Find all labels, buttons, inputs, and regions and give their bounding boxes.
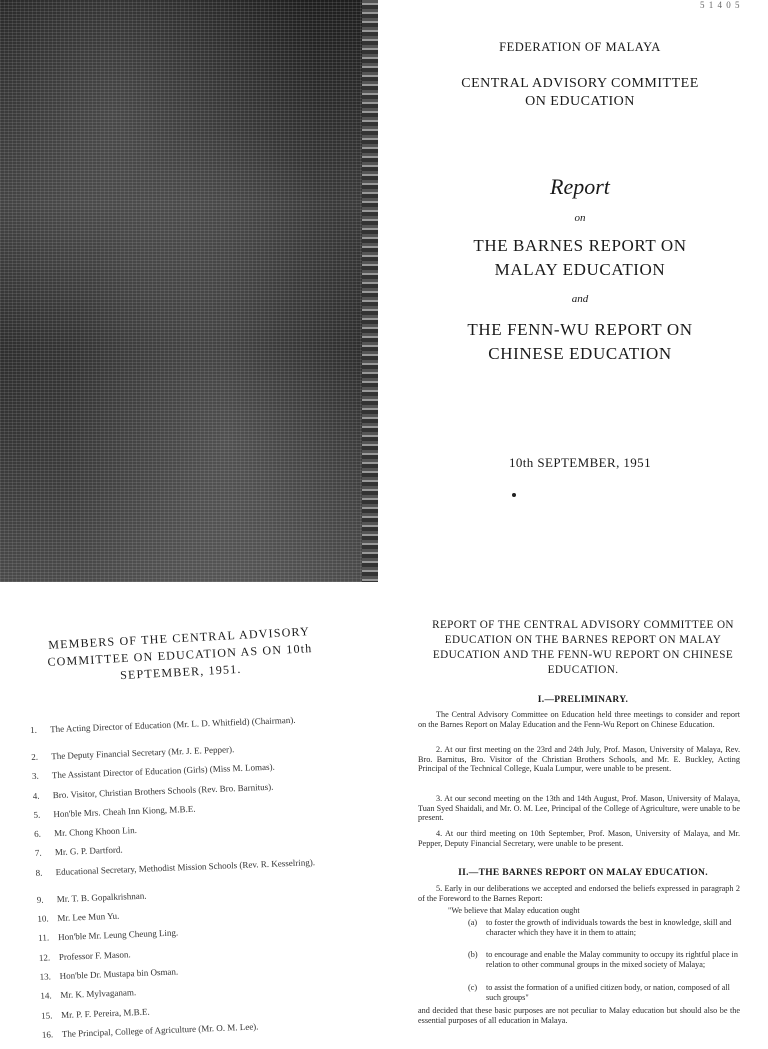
member-text: Educational Secretary, Methodist Mission Schools (Rev. R. Kesselring). (55, 856, 316, 877)
clause-a-label: (a) (468, 918, 478, 927)
clause-c-label: (c) (468, 983, 478, 992)
clause-c (468, 983, 740, 1002)
clause-a (468, 918, 740, 937)
and-connector: and (571, 293, 589, 305)
committee-title-line1: CENTRAL ADVISORY COMMITTEE (461, 76, 699, 91)
fennwu-title-line1: THE FENN-WU REPORT ON (467, 320, 693, 339)
cover-image (0, 0, 378, 582)
clause-c-text: to assist the formation of a unified citizen body, or nation, composed of all such groups" (486, 983, 730, 1002)
paragraph-4: 4. At our third meeting on 10th September, Prof. Mason, University of Malaya, and Mr. Pepper, Deputy Financial Secretary, were unable to be present. (418, 829, 740, 848)
members-list (30, 712, 382, 1049)
paragraph-3: 3. At our second meeting on the 13th and 14th August, Prof. Mason, University of Malaya, Tuan Syed Shaidali, and Mr. O. M. Lee, Principal of the College of Agriculture, were unable to be present. (418, 794, 740, 823)
section-preliminary-heading: I.—PRELIMINARY. (537, 695, 629, 705)
member-number: 2. (31, 751, 39, 762)
report-heading: REPORT OF THE CENTRAL ADVISORY COMMITTEE ON EDUCATION ON THE BARNES REPORT ON MALAY EDUCATION AND THE FENN-WU REPORT ON CHINESE EDUCATION. (432, 619, 734, 676)
report-title: Report (550, 174, 610, 199)
clause-b-label: (b) (468, 950, 478, 959)
member-text: Professor F. Mason. (58, 948, 131, 962)
member-text: Hon'ble Mrs. Cheah Inn Kiong, M.B.E. (53, 803, 196, 820)
clause-b (468, 950, 740, 969)
quote-intro: "We believe that Malay education ought (448, 906, 580, 915)
member-number: 11. (37, 932, 50, 944)
member-number: 9. (36, 894, 44, 905)
section-barnes-heading: II.—THE BARNES REPORT ON MALAY EDUCATION. (458, 868, 708, 878)
member-text: Mr. P. F. Pereira, M.B.E. (60, 1006, 150, 1020)
member-number: 10. (37, 913, 49, 924)
corner-mark: 5 1 4 0 5 (700, 0, 741, 10)
member-text: Hon'ble Mr. Leung Cheung Ling. (57, 927, 179, 943)
member-number: 3. (31, 771, 39, 782)
member-number: 7. (34, 848, 42, 859)
report-date: 10th SEPTEMBER, 1951 (509, 455, 651, 470)
member-number: 5. (33, 809, 41, 820)
clause-b-text: to encourage and enable the Malay community to occupy its rightful place in relation to other communal groups in the mixed society of Malaya; (486, 950, 738, 969)
member-text: Mr. K. Mylvaganam. (60, 987, 137, 1001)
member-number: 13. (39, 971, 52, 982)
member-number: 16. (41, 1029, 54, 1040)
member-text: Mr. Chong Khoon Lin. (53, 825, 138, 839)
member-number: 14. (40, 990, 52, 1002)
paragraph-5: 5. Early in our deliberations we accepted and endorsed the beliefs expressed in paragraph 2 of the Foreword to the Barnes Report: (418, 884, 740, 903)
barnes-title-line2: MALAY EDUCATION (494, 260, 666, 279)
committee-title-line2: ON EDUCATION (525, 94, 635, 109)
member-number: 12. (38, 952, 51, 963)
member-text: Mr. Lee Mun Yu. (57, 910, 120, 924)
member-text: The Deputy Financial Secretary (Mr. J. E. Pepper). (51, 744, 235, 762)
member-text: Mr. G. P. Dartford. (54, 845, 123, 858)
paragraph-6: and decided that these basic purposes are not peculiar to Malay education but should also be the essential purposes of all education in Malaya. (418, 1006, 740, 1025)
federation-title: FEDERATION OF MALAYA (499, 40, 661, 54)
member-text: The Principal, College of Agriculture (Mr. O. M. Lee). (61, 1021, 259, 1039)
clause-a-text: to foster the growth of individuals towards the best in knowledge, skill and character which they have it in them to attain; (486, 918, 732, 937)
member-number: 1. (30, 724, 38, 735)
member-text: Bro. Visitor, Christian Brothers Schools (Rev. Bro. Barnitus). (52, 781, 274, 800)
member-text: The Assistant Director of Education (Girls) (Miss M. Lomas). (51, 761, 275, 781)
member-number: 4. (32, 790, 40, 801)
member-number: 6. (33, 828, 42, 840)
paragraph-2: 2. At our first meeting on the 23rd and 24th July, Prof. Mason, University of Malaya, Rev. Bro. Barnitus, Bro. Visitor of the Christian Brothers Schools, and Mr. E. Buckley, Acting Principal of the Technical College, Kuala Lumpur, were unable to be present. (418, 745, 740, 774)
on-connector: on (574, 212, 586, 224)
barnes-title-line1: THE BARNES REPORT ON (473, 236, 687, 255)
member-number: 15. (40, 1009, 53, 1021)
member-text: Hon'ble Dr. Mustapa bin Osman. (59, 966, 179, 982)
members-heading: MEMBERS OF THE CENTRAL ADVISORY COMMITTEE ON EDUCATION AS ON 10th SEPTEMBER, 1951. (47, 624, 313, 683)
member-text: The Acting Director of Education (Mr. L. D. Whitfield) (Chairman). (49, 714, 296, 735)
fennwu-title-line2: CHINESE EDUCATION (488, 344, 672, 363)
cover-torn-edge (362, 0, 378, 582)
paragraph-1: The Central Advisory Committee on Education held three meetings to consider and report on the Barnes Report on Malay Education and the Fenn-Wu Report on Chinese Education. (418, 710, 740, 729)
ink-dot (512, 493, 516, 497)
member-text: Mr. T. B. Gopalkrishnan. (56, 890, 147, 904)
member-number: 8. (35, 867, 43, 878)
